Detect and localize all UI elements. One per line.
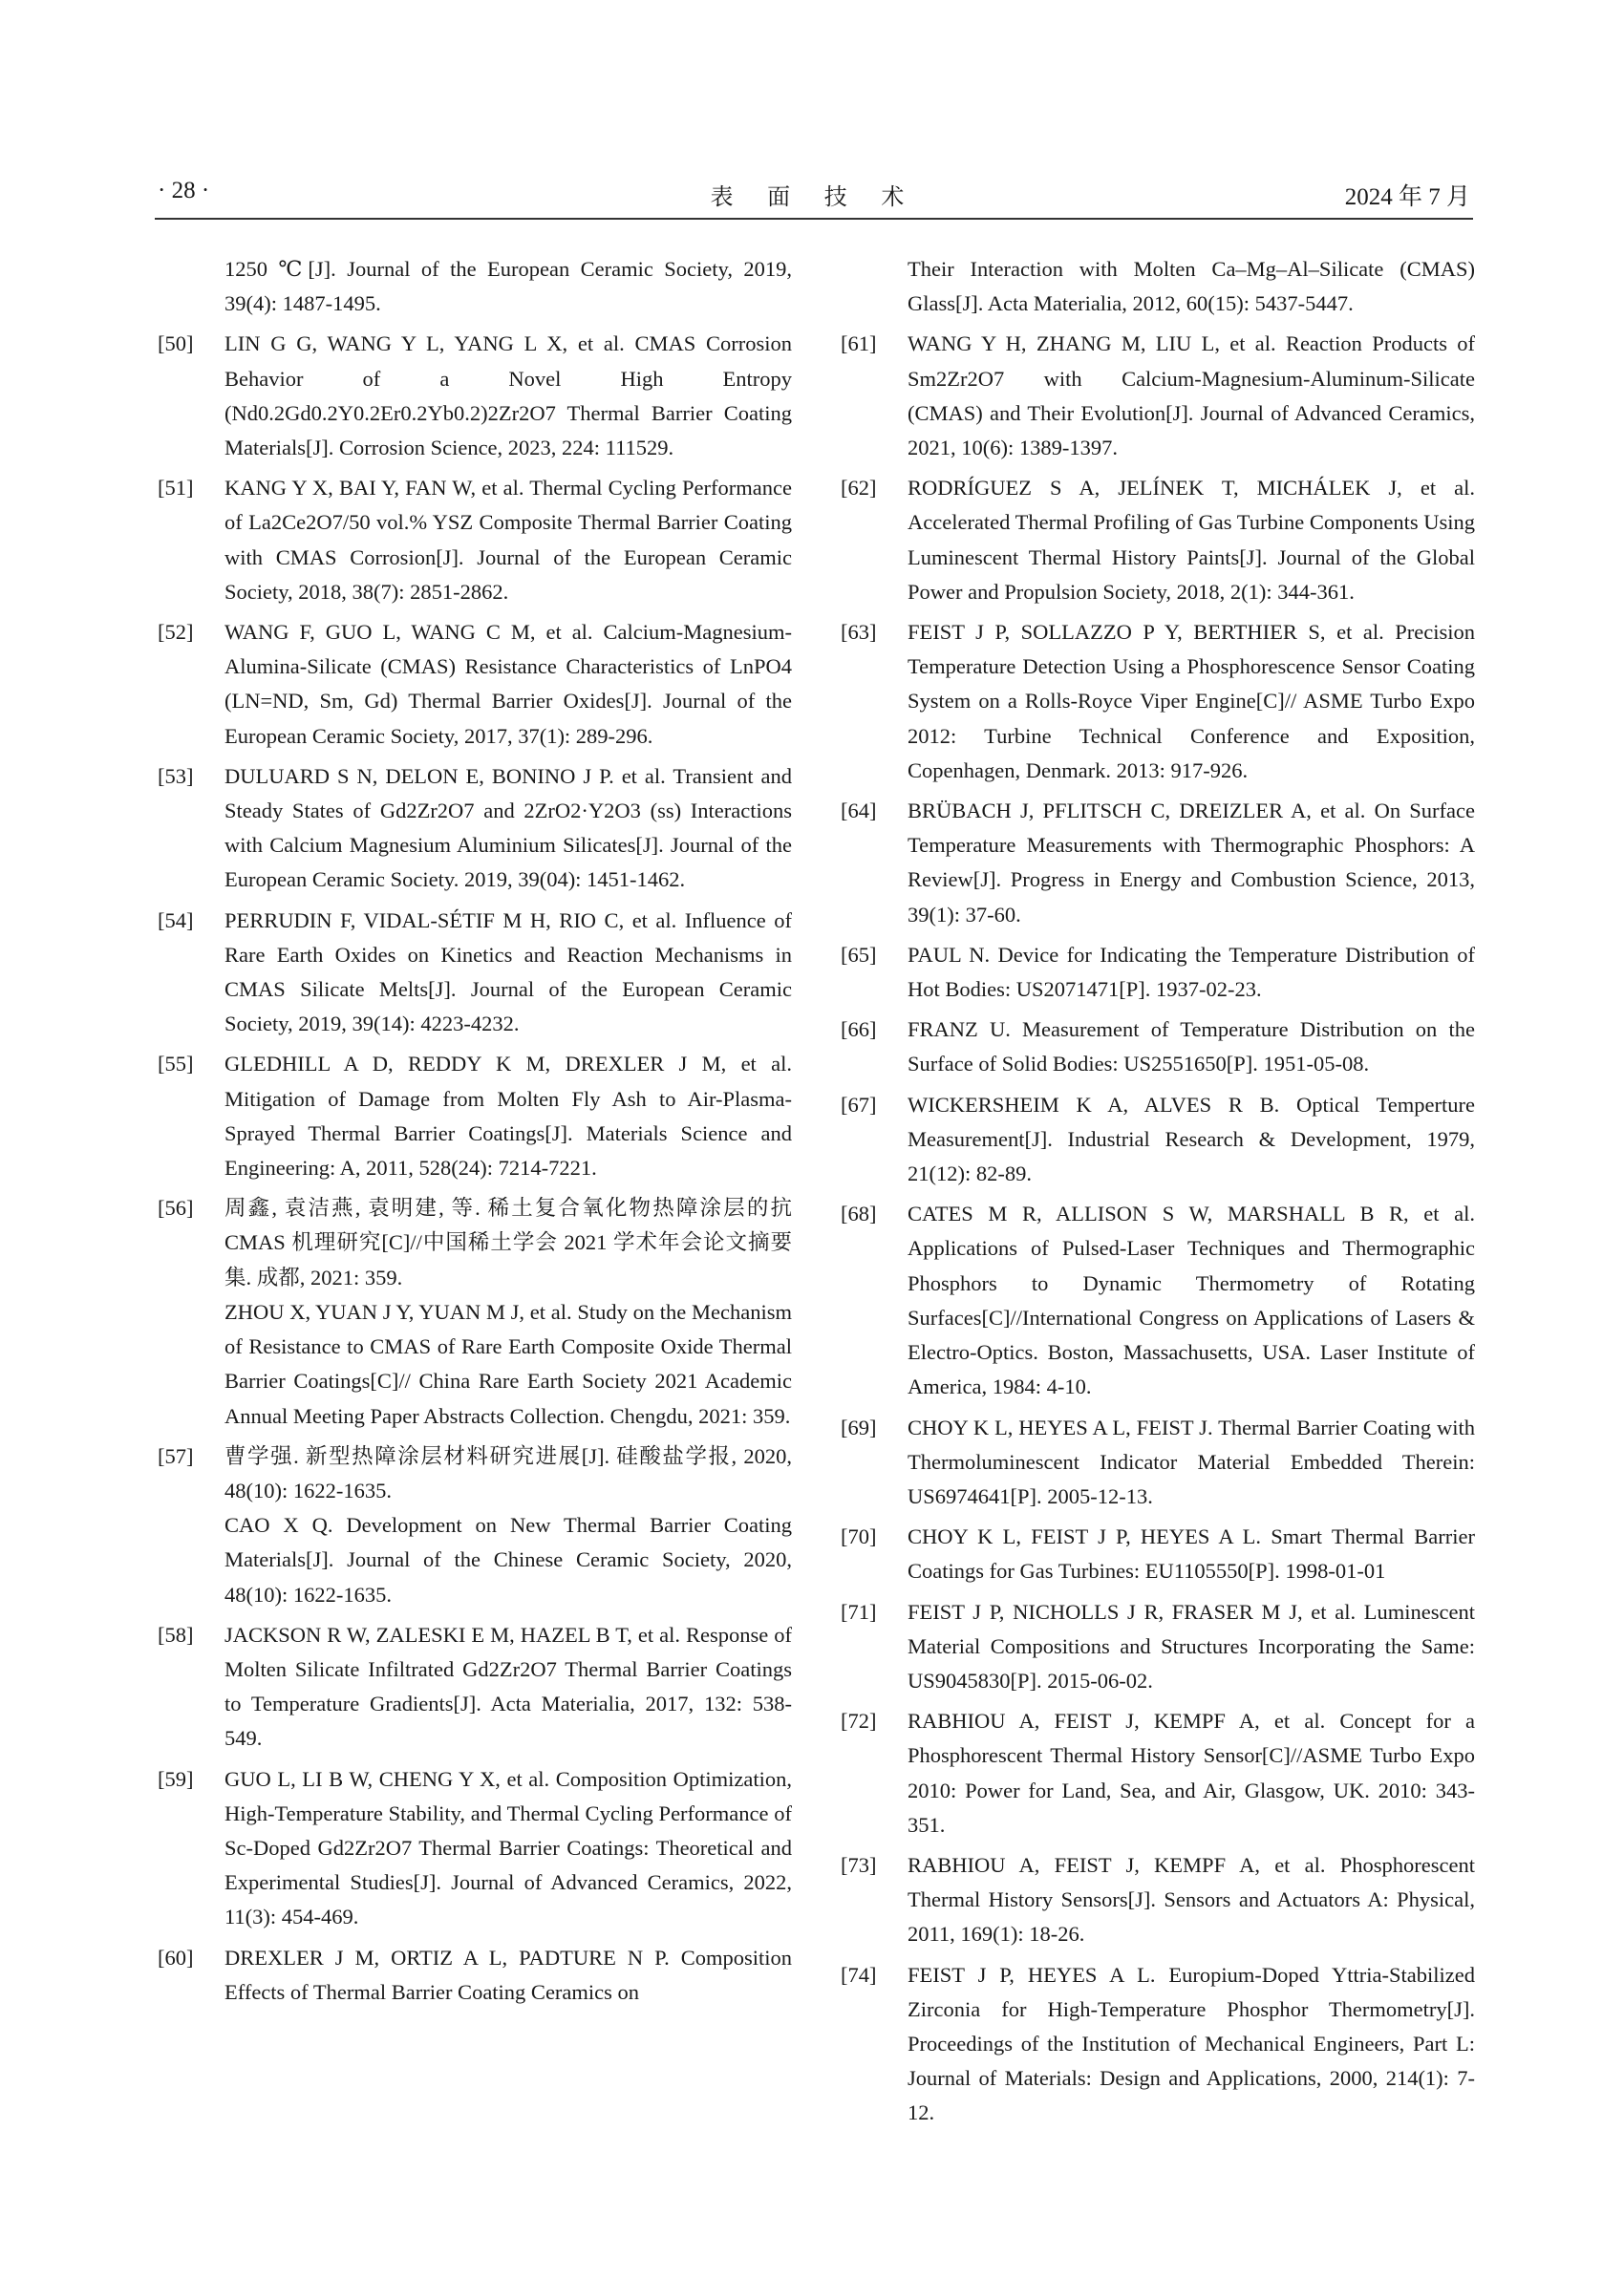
reference-number: [62]	[841, 476, 877, 501]
reference-item	[841, 327, 1475, 465]
issue-date: 2024 年 7 月	[1344, 184, 1470, 210]
reference-item	[841, 1704, 1475, 1843]
reference-text: 曹学强. 新型热障涂层材料研究进展[J]. 硅酸盐学报, 2020, 48(10): 1622-1635.	[224, 1443, 792, 1502]
header-rule	[155, 218, 1473, 220]
reference-number: [56]	[158, 1196, 194, 1221]
reference-text: GUO L, LI B W, CHENG Y X, et al. Composition Optimization, High-Temperature Stability, and Thermal Cycling Performance of Sc-Doped Gd2Zr2O7 Thermal Barrier Coatings: Theoretical and Experimental Studies[J]. Journal of Advanced Ceramics, 2022, 11(3): 454-469.	[224, 1766, 792, 1929]
reference-translation: ZHOU X, YUAN J Y, YUAN M J, et al. Study on the Mechanism of Resistance to CMAS of Rare Earth Composite Oxide Thermal Barrier Coatings[C]// China Rare Earth Society 2021 Academic Annual Meeting Paper Abstracts Collection. Chengdu, 2021: 359.	[224, 1299, 792, 1428]
reference-text: GLEDHILL A D, REDDY K M, DREXLER J M, et al. Mitigation of Damage from Molten Fly Ash to Air-Plasma-Sprayed Thermal Barrier Coatings[J]. Materials Science and Engineering: A, 2011, 528(24): 7214-7221.	[224, 1052, 792, 1181]
reference-text: FEIST J P, SOLLAZZO P Y, BERTHIER S, et al. Precision Temperature Detection Using a Phosphorescence Sensor Coating System on a Rolls-Royce Viper Engine[C]// ASME Turbo Expo 2012: Turbine Technical Conference and Exposition, Copenhagen, Denmark. 2013: 917-926.	[908, 620, 1475, 782]
reference-number: [66]	[841, 1017, 877, 1042]
reference-item	[158, 1618, 792, 1757]
reference-item	[841, 615, 1475, 788]
reference-text: WICKERSHEIM K A, ALVES R B. Optical Temperture Measurement[J]. Industrial Research & Development, 1979, 21(12): 82-89.	[908, 1092, 1475, 1186]
reference-item	[158, 1762, 792, 1935]
reference-text: WANG F, GUO L, WANG C M, et al. Calcium-Magnesium-Alumina-Silicate (CMAS) Resistance Characteristics of LnPO4 (LN=ND, Sm, Gd) Thermal Barrier Oxides[J]. Journal of the European Ceramic Society, 2017, 37(1): 289-296.	[224, 620, 792, 748]
reference-item	[158, 471, 792, 609]
reference-text: WANG Y H, ZHANG M, LIU L, et al. Reaction Products of Sm2Zr2O7 with Calcium-Magnesium-Aluminum-Silicate (CMAS) and Their Evolution[J]. Journal of Advanced Ceramics, 2021, 10(6): 1389-1397.	[908, 331, 1475, 460]
reference-item	[841, 1848, 1475, 1952]
reference-number: [67]	[841, 1092, 877, 1117]
reference-continuation	[841, 252, 1475, 321]
reference-text: BRÜBACH J, PFLITSCH C, DREIZLER A, et al. On Surface Temperature Measurements with Thermographic Phosphors: A Review[J]. Progress in Energy and Combustion Science, 2013, 39(1): 37-60.	[908, 799, 1475, 927]
reference-item	[841, 794, 1475, 932]
reference-item	[841, 471, 1475, 609]
reference-item	[158, 615, 792, 754]
reference-number: [70]	[841, 1524, 877, 1549]
reference-text: CHOY K L, FEIST J P, HEYES A L. Smart Thermal Barrier Coatings for Gas Turbines: EU1105550[P]. 1998-01-01	[908, 1524, 1475, 1584]
reference-number: [58]	[158, 1622, 194, 1647]
reference-item	[841, 1520, 1475, 1588]
reference-item	[158, 327, 792, 465]
reference-text: DULUARD S N, DELON E, BONINO J P. et al. Transient and Steady States of Gd2Zr2O7 and 2ZrO2·Y2O3 (ss) Interactions with Calcium Magnesium Aluminium Silicates[J]. Journal of the European Ceramic Society. 2019, 39(04): 1451-1462.	[224, 763, 792, 892]
reference-text: 1250 ℃[J]. Journal of the European Ceramic Society, 2019, 39(4): 1487-1495.	[224, 257, 792, 316]
reference-number: [69]	[841, 1415, 877, 1439]
reference-number: [65]	[841, 942, 877, 967]
reference-text: DREXLER J M, ORTIZ A L, PADTURE N P. Composition Effects of Thermal Barrier Coating Ceramics on	[224, 1945, 792, 2004]
reference-text: FEIST J P, NICHOLLS J R, FRASER M J, et al. Luminescent Material Compositions and Structures Incorporating the Same: US9045830[P]. 2015-06-02.	[908, 1599, 1475, 1693]
reference-item	[158, 1047, 792, 1185]
reference-text: RABHIOU A, FEIST J, KEMPF A, et al. Phosphorescent Thermal History Sensors[J]. Sensors and Actuators A: Physical, 2011, 169(1): 18-26.	[908, 1852, 1475, 1947]
reference-text: 周鑫, 袁洁燕, 袁明建, 等. 稀土复合氧化物热障涂层的抗 CMAS 机理研究[C]//中国稀土学会 2021 学术年会论文摘要集. 成都, 2021: 359.	[224, 1196, 792, 1289]
reference-text: KANG Y X, BAI Y, FAN W, et al. Thermal Cycling Performance of La2Ce2O7/50 vol.% YSZ Composite Thermal Barrier Coating with CMAS Corrosion[J]. Journal of the European Ceramic Society, 2018, 38(7): 2851-2862.	[224, 476, 792, 604]
reference-text: Their Interaction with Molten Ca–Mg–Al–Silicate (CMAS) Glass[J]. Acta Materialia, 2012, 60(15): 5437-5447.	[908, 257, 1475, 316]
reference-text: RABHIOU A, FEIST J, KEMPF A, et al. Concept for a Phosphorescent Thermal History Sensor[C]//ASME Turbo Expo 2010: Power for Land, Sea, and Air, Glasgow, UK. 2010: 343-351.	[908, 1709, 1475, 1837]
reference-number: [51]	[158, 476, 194, 501]
reference-item	[841, 1595, 1475, 1699]
reference-number: [59]	[158, 1766, 194, 1791]
reference-item	[841, 1012, 1475, 1081]
reference-number: [74]	[841, 1962, 877, 1987]
reference-item	[158, 759, 792, 898]
reference-text: LIN G G, WANG Y L, YANG L X, et al. CMAS Corrosion Behavior of a Novel High Entropy (Nd0.2Gd0.2Y0.2Er0.2Yb0.2)2Zr2O7 Thermal Barrier Coating Materials[J]. Corrosion Science, 2023, 224: 111529.	[224, 331, 792, 460]
reference-number: [68]	[841, 1202, 877, 1226]
reference-text: JACKSON R W, ZALESKI E M, HAZEL B T, et al. Response of Molten Silicate Infiltrated Gd2Zr2O7 Thermal Barrier Coatings to Temperature Gradients[J]. Acta Materialia, 2017, 132: 538-549.	[224, 1622, 792, 1751]
reference-translation: CAO X Q. Development on New Thermal Barrier Coating Materials[J]. Journal of the Chinese Ceramic Society, 2020, 48(10): 1622-1635.	[224, 1513, 792, 1607]
reference-item	[841, 1197, 1475, 1404]
reference-item	[158, 904, 792, 1042]
left-column	[158, 252, 792, 2015]
reference-text: PAUL N. Device for Indicating the Temperature Distribution of Hot Bodies: US2071471[P]. 1937-02-23.	[908, 942, 1475, 1002]
right-column	[841, 252, 1475, 2137]
reference-item	[841, 938, 1475, 1007]
page-number: · 28 ·	[158, 178, 210, 203]
journal-title: 表 面 技 术	[710, 183, 918, 210]
reference-number: [52]	[158, 620, 194, 645]
reference-item	[158, 1439, 792, 1612]
reference-number: [50]	[158, 331, 194, 356]
reference-item	[841, 1958, 1475, 2131]
reference-number: [53]	[158, 763, 194, 788]
reference-text: FRANZ U. Measurement of Temperature Distribution on the Surface of Solid Bodies: US2551650[P]. 1951-05-08.	[908, 1017, 1475, 1076]
reference-item	[158, 1191, 792, 1433]
reference-item	[841, 1411, 1475, 1515]
reference-number: [73]	[841, 1852, 877, 1877]
reference-number: [60]	[158, 1945, 194, 1970]
reference-text: CATES M R, ALLISON S W, MARSHALL B R, et al. Applications of Pulsed-Laser Techniques and Thermographic Phosphors to Dynamic Thermometry of Rotating Surfaces[C]//International Congress on Applications of Lasers & Electro-Optics. Boston, Massachusetts, USA. Laser Institute of America, 1984: 4-10.	[908, 1202, 1475, 1399]
reference-number: [72]	[841, 1709, 877, 1734]
reference-item	[841, 1088, 1475, 1192]
reference-text: CHOY K L, HEYES A L, FEIST J. Thermal Barrier Coating with Thermoluminescent Indicator Material Embedded Therein: US6974641[P]. 2005-12-13.	[908, 1415, 1475, 1508]
reference-number: [64]	[841, 799, 877, 823]
reference-continuation	[158, 252, 792, 321]
reference-number: [71]	[841, 1599, 877, 1624]
reference-number: [57]	[158, 1443, 194, 1468]
reference-text: FEIST J P, HEYES A L. Europium-Doped Yttria-Stabilized Zirconia for High-Temperature Phosphor Thermometry[J]. Proceedings of the Institution of Mechanical Engineers, Part L: Journal of Materials: Design and Applications, 2000, 214(1): 7-12.	[908, 1962, 1475, 2125]
reference-item	[158, 1941, 792, 2010]
reference-number: [54]	[158, 907, 194, 932]
reference-number: [61]	[841, 331, 877, 356]
reference-list-right	[841, 327, 1475, 2130]
reference-text: RODRÍGUEZ S A, JELÍNEK T, MICHÁLEK J, et al. Accelerated Thermal Profiling of Gas Turbine Components Using Luminescent Thermal History Paints[J]. Journal of the Global Power and Propulsion Society, 2018, 2(1): 344-361.	[908, 476, 1475, 604]
reference-number: [63]	[841, 620, 877, 645]
running-header	[158, 178, 1470, 216]
reference-list-left	[158, 327, 792, 2010]
reference-number: [55]	[158, 1052, 194, 1076]
reference-text: PERRUDIN F, VIDAL-SÉTIF M H, RIO C, et al. Influence of Rare Earth Oxides on Kinetics and Reaction Mechanisms in CMAS Silicate Melts[J]. Journal of the European Ceramic Society, 2019, 39(14): 4223-4232.	[224, 907, 792, 1036]
